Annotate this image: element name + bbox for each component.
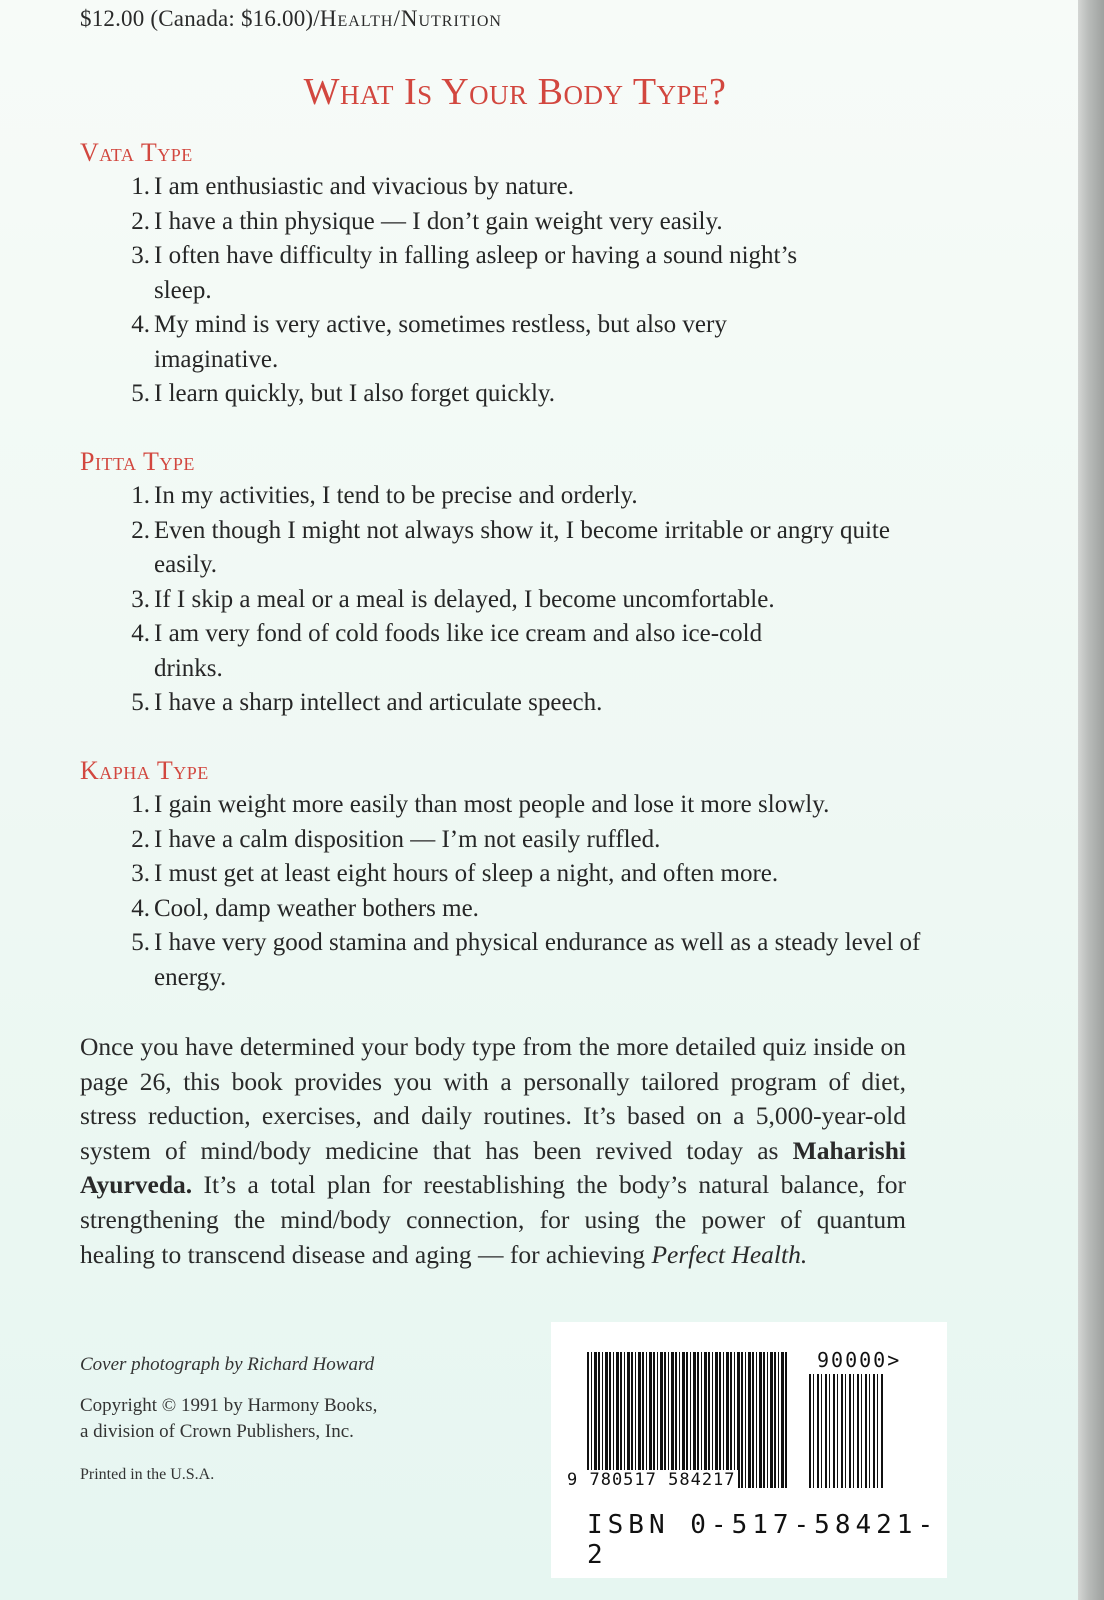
section-title: Pitta Type bbox=[80, 447, 195, 476]
list-item: 1. In my activities, I tend to be precise and orderly. bbox=[131, 482, 638, 509]
list-item: 1. I am enthusiastic and vivacious by nature. bbox=[131, 173, 575, 200]
barcode bbox=[551, 1322, 947, 1578]
book-spine-edge bbox=[1078, 0, 1104, 1600]
page-title: What Is Your Body Type? bbox=[303, 71, 727, 113]
photo-credit: Cover photograph by Richard Howard bbox=[80, 1354, 375, 1375]
addon-code: 90000> bbox=[817, 1348, 902, 1372]
description-paragraph: Once you have determined your body type from the more detailed quiz inside on page 26, this book provides you with a personally tailored program of diet, stress reduction, exercises, and daily routines. It’s based on a 5,000-year-old system of mind/body medicine that has been revived today as Maharishi Ayurveda. It’s a total plan for reestablishing the body’s natural balance, for strengthening the mind/body connection, for using the power of quantum healing to transcend disease and aging — for achieving Perfect Health. bbox=[80, 1032, 906, 1269]
list-item: 5. I have very good stamina and physical endurance as well as a steady level of energy. bbox=[131, 929, 921, 991]
list-item: 1. I gain weight more easily than most people and lose it more slowly. bbox=[131, 791, 830, 818]
pitta-list bbox=[80, 479, 980, 721]
pitta-section bbox=[80, 447, 980, 721]
ean-barcode-bars bbox=[587, 1352, 787, 1488]
ean-number: 9 780517 584217 bbox=[567, 1470, 736, 1490]
vata-list bbox=[80, 170, 980, 412]
list-item: 3. I often have difficulty in falling asleep or having a sound night’s sleep. bbox=[131, 242, 798, 304]
list-item: 3. If I skip a meal or a meal is delayed, I become uncomfortable. bbox=[131, 585, 775, 613]
copyright: Copyright © 1991 by Harmony Books, a division of Crown Publishers, Inc. bbox=[80, 1395, 378, 1442]
list-item: 4. Cool, damp weather bothers me. bbox=[131, 894, 479, 922]
list-item: 5. I learn quickly, but I also forget quickly. bbox=[131, 380, 556, 407]
list-item: 4. My mind is very active, sometimes restless, but also very imaginative. bbox=[131, 311, 727, 373]
vata-section bbox=[80, 138, 980, 412]
list-item: 2. I have a thin physique — I don’t gain weight very easily. bbox=[131, 207, 723, 235]
price-line bbox=[80, 6, 502, 32]
kapha-section bbox=[80, 756, 980, 995]
book-title: Perfect Health. bbox=[651, 1239, 808, 1269]
list-item: 3. I must get at least eight hours of sleep a night, and often more. bbox=[131, 860, 779, 887]
printed-in: Printed in the U.S.A. bbox=[80, 1466, 215, 1483]
section-title: Kapha Type bbox=[80, 756, 209, 785]
section-title: Vata Type bbox=[80, 138, 193, 167]
price: $12.00 (Canada: $16.00)/ bbox=[80, 6, 320, 31]
list-item: 2. I have a calm disposition — I’m not easily ruffled. bbox=[131, 825, 661, 853]
isbn: ISBN 0-517-58421-2 bbox=[587, 1510, 939, 1570]
list-item: 5. I have a sharp intellect and articulate speech. bbox=[131, 689, 603, 716]
category: Health/Nutrition bbox=[319, 6, 502, 31]
addon-barcode-bars bbox=[809, 1374, 885, 1488]
kapha-list bbox=[80, 788, 980, 995]
list-item: 2. Even though I might not always show it, I become irritable or angry quite easily. bbox=[131, 516, 890, 578]
brand-name: Maharishi Ayurveda. bbox=[80, 1135, 906, 1200]
list-item: 4. I am very fond of cold foods like ice cream and also ice-cold drinks. bbox=[131, 620, 763, 682]
